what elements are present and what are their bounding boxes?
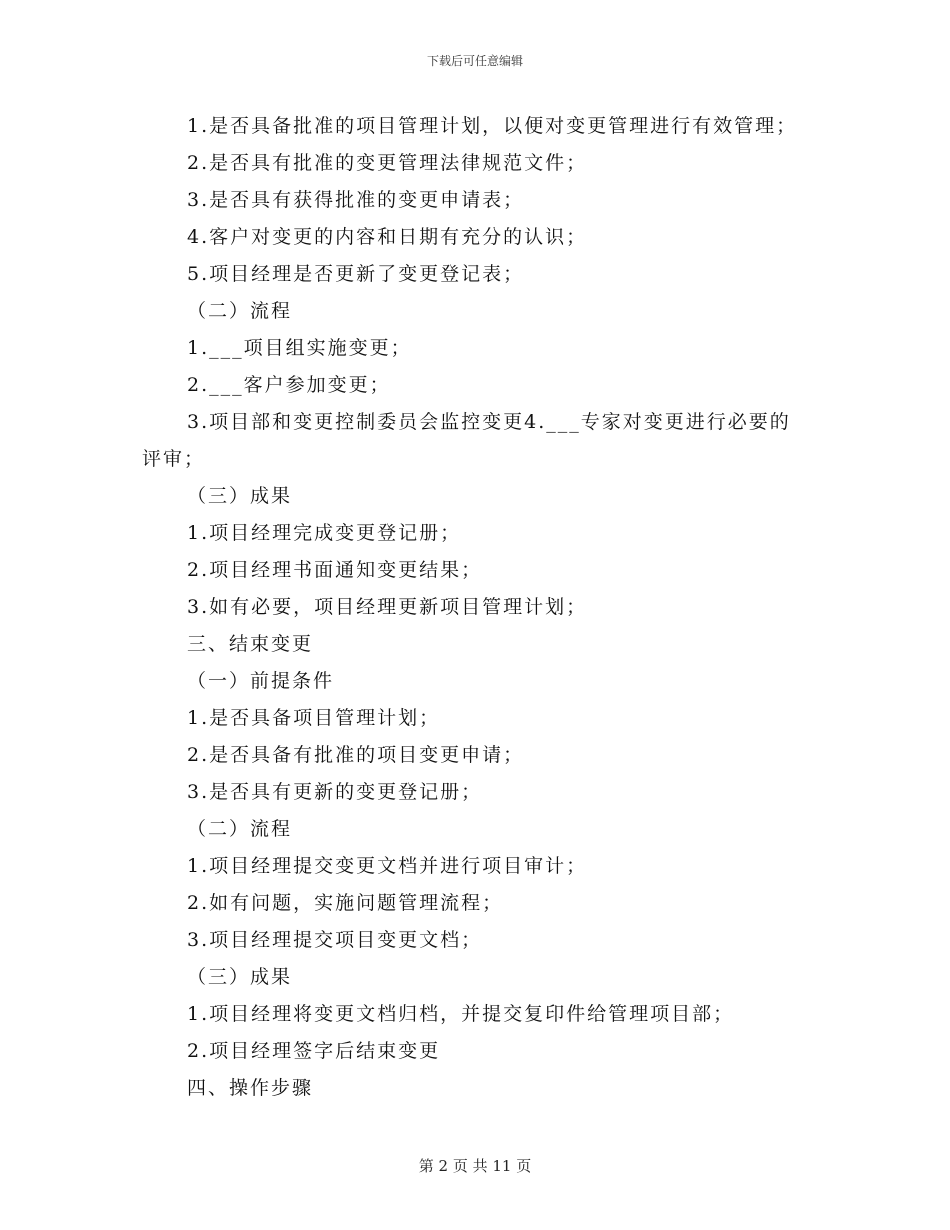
body-line: 4.客户对变更的内容和日期有充分的认识； (187, 226, 588, 248)
body-line: 1.___项目组实施变更； (187, 337, 412, 359)
section-heading: （二）流程 (187, 300, 293, 322)
body-line: 3.如有必要，项目经理更新项目管理计划； (187, 596, 588, 618)
body-line: 1.项目经理将变更文档归档，并提交复印件给管理项目部； (187, 1003, 735, 1025)
section-heading: （三）成果 (187, 485, 293, 507)
body-line: 1.项目经理提交变更文档并进行项目审计； (187, 855, 588, 877)
body-line: 2.是否具有批准的变更管理法律规范文件； (187, 152, 588, 174)
page-header-note: 下载后可任意编辑 (426, 54, 523, 68)
body-line: 2.是否具备有批准的项目变更申请； (187, 744, 525, 766)
body-line: 3.项目部和变更控制委员会监控变更4.___专家对变更进行必要的 (187, 411, 791, 433)
page-number-footer: 第 2 页 共 11 页 (418, 1157, 532, 1175)
chapter-heading: 三、结束变更 (187, 633, 314, 655)
body-line: 1.是否具备批准的项目管理计划，以便对变更管理进行有效管理； (187, 115, 798, 137)
section-heading: （三）成果 (187, 966, 293, 988)
chapter-heading: 四、操作步骤 (187, 1077, 314, 1099)
section-heading: （一）前提条件 (187, 670, 335, 692)
body-line: 2.如有问题，实施问题管理流程； (187, 892, 504, 914)
body-line: 5.项目经理是否更新了变更登记表； (187, 263, 525, 285)
body-line: 1.项目经理完成变更登记册； (187, 522, 462, 544)
body-line: 3.是否具有获得批准的变更申请表； (187, 189, 525, 211)
body-line-continuation: 评审； (142, 448, 206, 470)
body-line: 1.是否具备项目管理计划； (187, 707, 441, 729)
body-line: 2.项目经理签字后结束变更 (187, 1040, 441, 1062)
body-line: 3.是否具有更新的变更登记册； (187, 781, 483, 803)
section-heading: （二）流程 (187, 818, 293, 840)
body-line: 3.项目经理提交项目变更文档； (187, 929, 483, 951)
body-line: 2.___客户参加变更； (187, 374, 391, 396)
body-line: 2.项目经理书面通知变更结果； (187, 559, 483, 581)
